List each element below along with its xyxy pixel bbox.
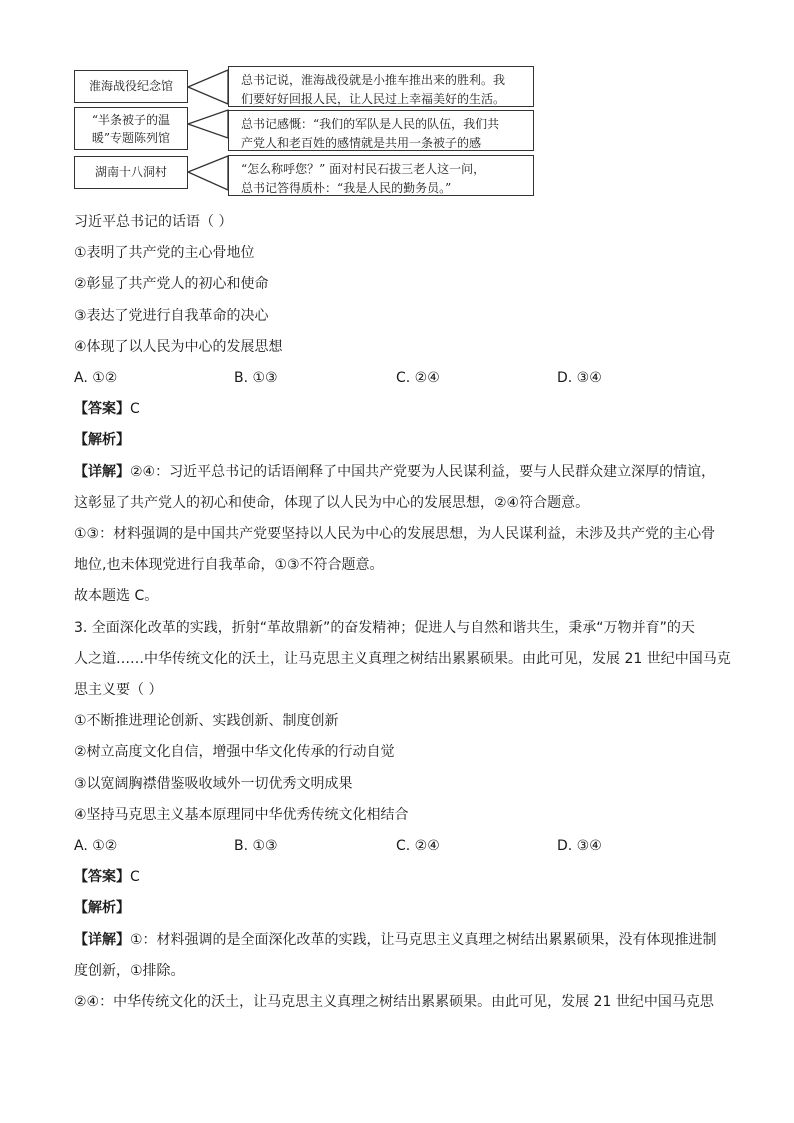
- venue-box-huaihai: 淮海战役纪念馆: [74, 70, 188, 103]
- q3-detail-label: 【详解】: [74, 932, 130, 948]
- q3-item-1: ①不断推进理论创新、实践创新、制度创新: [74, 713, 339, 729]
- connector-2: [188, 110, 228, 138]
- quote-box-quilt: 总书记感慨：“我们的军队是人民的队伍，我们共 产党人和老百姓的感情就是共用一条被子的感: [228, 110, 534, 151]
- q3-answer: [74, 867, 140, 887]
- q3-detail-line-3: ②④：中华传统文化的沃土，让马克思主义真理之树结出累累硕果。由此可见，发展 21 世纪中国马克思: [74, 994, 714, 1010]
- q2-conclusion: 故本题选 C。: [74, 588, 159, 604]
- q3-option-d: D. ③④: [557, 838, 602, 854]
- q3-analysis-label: 【解析】: [74, 900, 130, 916]
- q3-answer-label: 【答案】: [74, 869, 130, 885]
- q2-answer: [74, 399, 140, 419]
- connector-3: [188, 156, 228, 190]
- q2-answer-label: 【答案】: [74, 401, 130, 417]
- q3-stem-line-1: 3. 全面深化改革的实践，折射“革故鼎新”的奋发精神；促进人与自然和谐共生，秉承“万物并育”的天: [74, 620, 695, 636]
- q3-option-a: A. ①②: [74, 838, 118, 854]
- q2-detail-label: 【详解】: [74, 464, 130, 480]
- q3-stem-line-3: 思主义要（ ）: [74, 682, 163, 698]
- q2-item-4: ④体现了以人民为中心的发展思想: [74, 339, 283, 355]
- q3-item-4: ④坚持马克思主义基本原理同中华优秀传统文化相结合: [74, 807, 409, 823]
- venue-box-shibadong: 湖南十八洞村: [74, 156, 188, 189]
- q2-answer-value: C: [130, 401, 140, 417]
- q3-option-b: B. ①③: [234, 838, 278, 854]
- quote-box-shibadong: “怎么称呼您？” 面对村民石拔三老人这一问， 总书记答得质朴：“我是人民的勤务员。”: [228, 155, 534, 196]
- q3-option-c: C. ②④: [396, 838, 440, 854]
- q3-detail-line-2: 度创新，①排除。: [74, 963, 185, 979]
- q3-item-2: ②树立高度文化自信，增强中华文化传承的行动自觉: [74, 744, 395, 760]
- q2-analysis-label: 【解析】: [74, 432, 130, 448]
- q2-item-2: ②彰显了共产党人的初心和使命: [74, 276, 269, 292]
- q2-detail-line-3: ①③：材料强调的是中国共产党要坚持以人民为中心的发展思想，为人民谋利益，未涉及共产党的主心骨: [74, 526, 716, 542]
- q2-detail-line-1: 【详解】②④：习近平总书记的话语阐释了中国共产党要为人民谋利益，要与人民群众建立深厚的情谊，: [74, 464, 716, 480]
- q2-option-c: C. ②④: [396, 370, 440, 386]
- venue-box-quilt-line-2: 暖”专题陈列馆: [91, 130, 171, 145]
- q3-detail-line-1: 【详解】①：材料强调的是全面深化改革的实践，让马克思主义真理之树结出累累硕果，没有体现推进制: [74, 932, 717, 948]
- q2-option-a: A. ①②: [74, 370, 118, 386]
- q2-detail-line-2: 这彰显了共产党人的初心和使命，体现了以人民为中心的发展思想，②④符合题意。: [74, 495, 590, 511]
- quote-box-huaihai: 总书记说，淮海战役就是小推车推出来的胜利。我 们要好好回报人民，让人民过上幸福美好的生活。: [228, 66, 534, 107]
- q2-stem: 习近平总书记的话语（ ）: [74, 214, 233, 230]
- venue-box-quilt: [74, 107, 188, 150]
- q3-answer-value: C: [130, 869, 140, 885]
- q2-item-1: ①表明了共产党的主心骨地位: [74, 245, 255, 261]
- q3-item-3: ③以宽阔胸襟借鉴吸收域外一切优秀文明成果: [74, 776, 353, 792]
- q2-detail-line-4: 地位,也未体现党进行自我革命，①③不符合题意。: [74, 557, 384, 573]
- q3-stem-line-2: 人之道……中华传统文化的沃土，让马克思主义真理之树结出累累硕果。由此可见，发展 21 世纪中国马克: [74, 651, 731, 667]
- q2-option-b: B. ①③: [234, 370, 278, 386]
- q2-option-d: D. ③④: [557, 370, 602, 386]
- venue-box-quilt-line-1: “半条被子的温: [91, 112, 171, 127]
- q2-item-3: ③表达了党进行自我革命的决心: [74, 308, 269, 324]
- connector-1: [188, 70, 228, 104]
